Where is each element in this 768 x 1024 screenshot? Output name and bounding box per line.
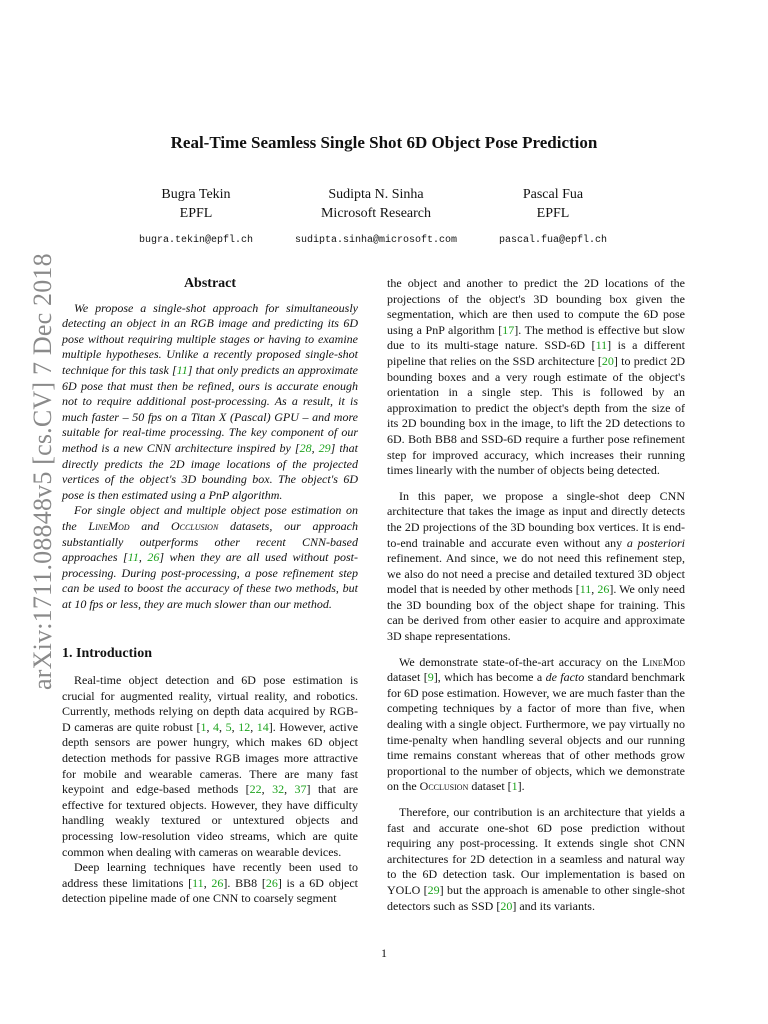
abstract-heading: Abstract [183, 276, 237, 291]
citation-link[interactable]: 11 [127, 550, 139, 565]
author-email[interactable]: pascal.fua@epfl.ch [498, 235, 608, 246]
citation-link[interactable]: 1 [511, 779, 518, 794]
citation-link[interactable]: 32 [272, 782, 285, 797]
author-name: Sudipta N. Sinha [328, 187, 424, 202]
emphasis-text: de facto [545, 670, 585, 685]
author-email[interactable]: bugra.tekin@epfl.ch [138, 235, 254, 246]
body-paragraph: Deep learning techniques have recently been used to address these limitations [11, 26]. BB8 [26] is a 6D object detection pipeline made of one CNN to coarsely segment [62, 860, 359, 906]
body-paragraph: Real-time object detection and 6D pose estimation is crucial for augmented reality, virtual reality, and robotics. Currently, methods relying on depth data acquired by RGB-D cameras are quite robust [1, 4, 5, 12, 14]. However, active depth sensors are power hungry, which makes 6D object detection methods for passive RGB images more attractive for mobile and wearable cameras. There are many fast keypoint and edge-based methods [22, 32, 37] that are effective for textured objects. However, they have difficulty handling weakly textured or untextured objects and processing low-resolution video streams, which are quite common when dealing with cameras on wearable devices. [62, 673, 359, 859]
author-block [96, 185, 296, 250]
abstract-paragraph: We propose a single-shot approach for simultaneously detecting an object in an RGB image and predicting its 6D pose without requiring multiple stages or having to examine multiple hypotheses. Unlike a recently proposed single-shot technique for this task [11] that only predicts an approximate 6D pose that must then be refined, ours is accurate enough not to require additional post-processing. As a result, it is much faster – 50 fps on a Titan X (Pascal) GPU – and more suitable for real-time processing. The key component of our method is a new CNN architecture inspired by [28, 29] that directly predicts the 2D image locations of the projected vertices of the object's 3D bounding box. The object's 6D pose is then estimated using a PnP algorithm. [62, 300, 359, 502]
author-email[interactable]: sudipta.sinha@microsoft.com [294, 235, 458, 246]
citation-link[interactable]: 11 [579, 582, 592, 597]
abstract-section [62, 276, 358, 612]
citation-link[interactable]: 9 [427, 670, 434, 685]
left-column [62, 276, 358, 907]
author-name: Pascal Fua [522, 187, 584, 202]
citation-link[interactable]: 4 [213, 719, 220, 734]
abstract-paragraph: For single object and multiple object pose estimation on the LineMod and Occlusion datasets, our approach substantially outperforms other recent CNN-based approaches [11, 26] when they are all used without post-processing. During post-processing, a pose refinement step can be used to boost the accuracy of these two methods, but at 10 fps or less, they are much slower than our method. [62, 503, 359, 611]
author-name: Bugra Tekin [161, 187, 231, 202]
arxiv-identifier: arXiv:1711.08848v5 [cs.CV] 7 Dec 2018 [28, 253, 57, 690]
citation-link[interactable]: 22 [249, 782, 262, 797]
author-affiliation: Microsoft Research [320, 206, 432, 221]
citation-link[interactable]: 37 [294, 782, 307, 797]
body-paragraph: We demonstrate state-of-the-art accuracy on the LineMod dataset [9], which has become a de facto standard benchmark for 6D pose estimation. However, we are much faster than the competing techniques by a factor of more than five, when dealing with a single object. Furthermore, we pay virtually no time-penalty when handling several objects and our running time remains constant whereas that of other methods grow proportional to the number of objects, which we demonstrate on the Occlusion dataset [1]. [387, 654, 685, 794]
citation-link[interactable]: 26 [597, 582, 610, 597]
author-block [453, 185, 653, 250]
body-paragraph: Therefore, our contribution is an architecture that yields a fast and accurate one-shot 6D pose prediction without requiring any post-processing. It extends single shot CNN architectures for 2D detection in a seamless and natural way to the 6D detection task. Our implementation is based on YOLO [29] but the approach is amenable to other single-shot detectors such as SSD [20] and its variants. [387, 805, 685, 913]
author-affiliation: EPFL [536, 206, 570, 221]
dataset-name: LineMod [88, 518, 130, 533]
citation-link[interactable]: 11 [176, 362, 188, 377]
citation-link[interactable]: 20 [601, 353, 614, 368]
citation-link[interactable]: 11 [192, 875, 204, 890]
citation-link[interactable]: 1 [200, 719, 207, 734]
dataset-name: Occlusion [170, 518, 219, 533]
author-affiliation: EPFL [179, 206, 213, 221]
citation-link[interactable]: 29 [318, 440, 331, 455]
citation-link[interactable]: 12 [238, 719, 251, 734]
citation-link[interactable]: 14 [256, 719, 269, 734]
citation-link[interactable]: 29 [427, 882, 440, 897]
body-paragraph: the object and another to predict the 2D locations of the projections of the object's 3D bounding box given the segmentation, which are then used to compute the 6D pose using a PnP algorithm [17]. The method is effective but slow due to its multi-stage nature. SSD-6D [11] is a different pipeline that relies on the SSD architecture [20] to predict 2D bounding boxes and a very rough estimate of the object's orientation in a single step. This is followed by an approximation to predict the object's depth from the size of its 2D bounding box in the image, to lift the 2D detections to 6D. Both BB8 and SSD-6D require a further pose refinement step for improved accuracy, which increases their running times linearly with the number of objects being detected. [387, 276, 686, 478]
emphasis-text: a posteriori [626, 535, 685, 550]
body-paragraph: In this paper, we propose a single-shot deep CNN architecture that takes the image as input and directly detects the 2D projections of the 3D bounding box vertices. It is end-to-end trainable and accurate even without any a posteriori refinement. And since, we do not need this refinement step, we also do not need a precise and detailed textured 3D object model that is needed by other methods [11, 26]. We only need the 3D bounding box of the object shape for training. This can be derived from other easier to acquire and approximate 3D shape representations. [387, 488, 685, 644]
citation-link[interactable]: 28 [299, 440, 312, 455]
page-number: 1 [381, 946, 387, 960]
citation-link[interactable]: 17 [502, 322, 515, 337]
citation-link[interactable]: 26 [265, 875, 278, 890]
section-heading: 1. Introduction [62, 646, 152, 662]
citation-link[interactable]: 5 [225, 719, 232, 734]
dataset-name: Occlusion [419, 779, 469, 794]
author-block [276, 185, 476, 250]
citation-link[interactable]: 11 [595, 338, 608, 353]
dataset-name: LineMod [642, 654, 685, 669]
citation-link[interactable]: 26 [211, 875, 224, 890]
right-column [387, 276, 685, 914]
citation-link[interactable]: 26 [147, 550, 160, 565]
paper-title: Real-Time Seamless Single Shot 6D Object Pose Prediction [170, 133, 598, 152]
citation-link[interactable]: 20 [500, 898, 513, 913]
